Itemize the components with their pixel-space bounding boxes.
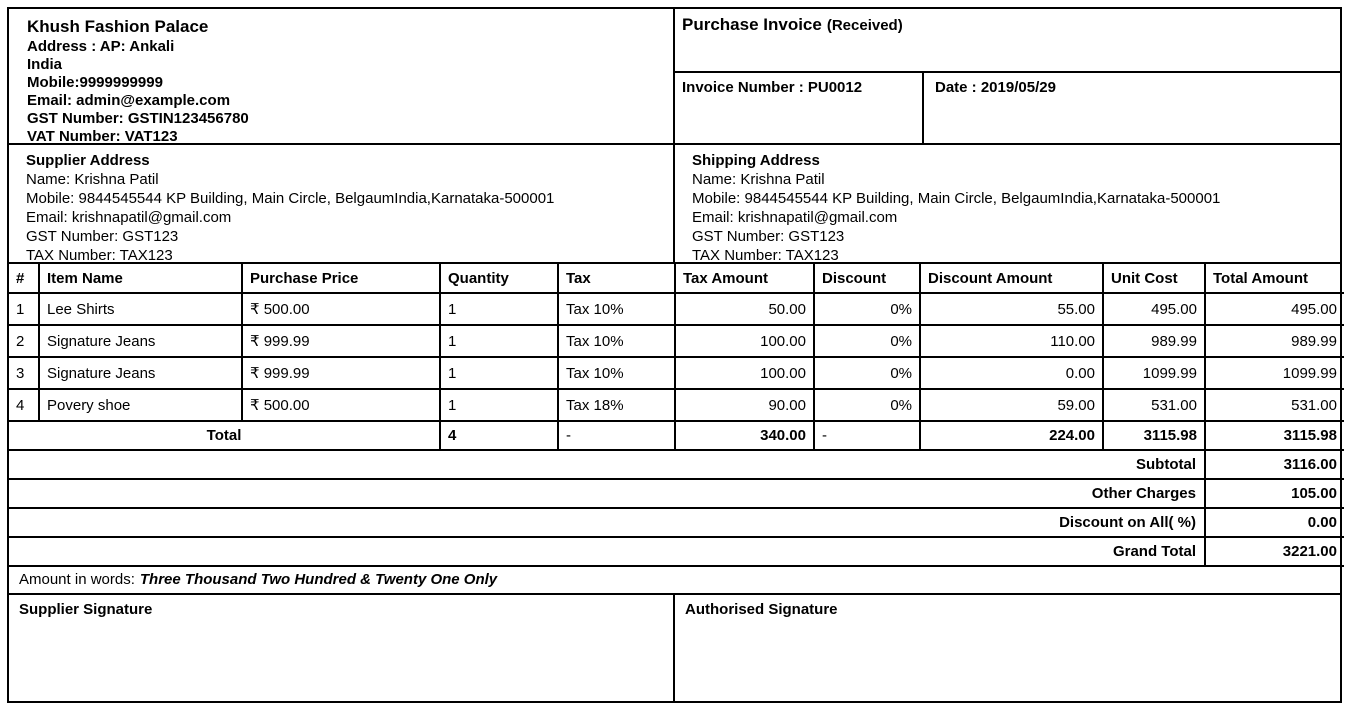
supplier-address-block — [9, 145, 675, 262]
item-tax: Tax 10% — [558, 293, 675, 325]
item-tax: Tax 18% — [558, 389, 675, 421]
items-table — [9, 264, 1344, 567]
item-name: Lee Shirts — [39, 293, 242, 325]
item-row — [9, 389, 1344, 421]
item-row — [9, 293, 1344, 325]
summary-row-discount-on-all — [9, 508, 1344, 537]
header-tax-amount: Tax Amount — [675, 264, 814, 293]
item-discount-amount: 0.00 — [920, 357, 1103, 389]
item-total-amount: 531.00 — [1205, 389, 1344, 421]
items-total-row — [9, 421, 1344, 450]
total-unit-cost: 3115.98 — [1103, 421, 1205, 450]
shipping-address-block — [675, 145, 1340, 262]
total-tax-amount: 340.00 — [675, 421, 814, 450]
total-total-amount: 3115.98 — [1205, 421, 1344, 450]
item-purchase-price: ₹ 500.00 — [242, 293, 440, 325]
discount-on-all-value: 0.00 — [1205, 508, 1344, 537]
amount-in-words-label: Amount in words: — [19, 571, 135, 588]
invoice-title-suffix: (Received) — [826, 17, 903, 34]
other-charges-value: 105.00 — [1205, 479, 1344, 508]
header-quantity: Quantity — [440, 264, 558, 293]
supplier-name-line: Name: Krishna Patil — [26, 171, 159, 188]
other-charges-label: Other Charges — [9, 479, 1205, 508]
purchase-invoice-document — [7, 7, 1342, 703]
invoice-meta-row — [675, 73, 1340, 143]
supplier-signature-label: Supplier Signature — [19, 601, 153, 618]
item-unit-cost: 495.00 — [1103, 293, 1205, 325]
item-discount-amount: 110.00 — [920, 325, 1103, 357]
company-country-line: India — [27, 56, 63, 73]
item-unit-cost: 989.99 — [1103, 325, 1205, 357]
company-address-line: Address : AP: Ankali — [27, 38, 175, 55]
supplier-mobile-line: Mobile: 9844545544 KP Building, Main Circle, BelgaumIndia,Karnataka-500001 — [26, 190, 555, 207]
amount-in-words-value: Three Thousand Two Hundred & Twenty One Only — [139, 571, 498, 588]
item-name: Signature Jeans — [39, 357, 242, 389]
subtotal-value: 3116.00 — [1205, 450, 1344, 479]
item-purchase-price: ₹ 500.00 — [242, 389, 440, 421]
header-purchase-price: Purchase Price — [242, 264, 440, 293]
discount-on-all-label: Discount on All( %) — [9, 508, 1205, 537]
item-purchase-price: ₹ 999.99 — [242, 325, 440, 357]
shipping-mobile-line: Mobile: 9844545544 KP Building, Main Circle, BelgaumIndia,Karnataka-500001 — [692, 190, 1221, 207]
item-name: Povery shoe — [39, 389, 242, 421]
header-discount-amount: Discount Amount — [920, 264, 1103, 293]
invoice-title — [675, 9, 1340, 73]
header-total-amount: Total Amount — [1205, 264, 1344, 293]
header-tax: Tax — [558, 264, 675, 293]
item-discount: 0% — [814, 357, 920, 389]
invoice-date: Date : 2019/05/29 — [935, 79, 1056, 96]
signature-section — [9, 595, 1340, 701]
summary-row-grand-total — [9, 537, 1344, 566]
item-discount: 0% — [814, 325, 920, 357]
amount-in-words-row — [9, 567, 1340, 595]
supplier-signature-box — [9, 595, 675, 701]
invoice-number: Invoice Number : PU0012 — [675, 73, 924, 143]
grand-total-label: Grand Total — [9, 537, 1205, 566]
item-total-amount: 1099.99 — [1205, 357, 1344, 389]
company-vat-line: VAT Number: VAT123 — [27, 128, 178, 145]
company-email-line: Email: admin@example.com — [27, 92, 231, 109]
item-discount: 0% — [814, 293, 920, 325]
summary-row-subtotal — [9, 450, 1344, 479]
address-section — [9, 145, 1340, 264]
item-total-amount: 989.99 — [1205, 325, 1344, 357]
item-index: 3 — [9, 357, 39, 389]
header-unit-cost: Unit Cost — [1103, 264, 1205, 293]
supplier-email-line: Email: krishnapatil@gmail.com — [26, 209, 232, 226]
grand-total-value: 3221.00 — [1205, 537, 1344, 566]
item-tax-amount: 90.00 — [675, 389, 814, 421]
subtotal-label: Subtotal — [9, 450, 1205, 479]
item-tax: Tax 10% — [558, 325, 675, 357]
header-discount: Discount — [814, 264, 920, 293]
item-tax-amount: 50.00 — [675, 293, 814, 325]
company-info-block — [9, 9, 675, 143]
header-item-name: Item Name — [39, 264, 242, 293]
shipping-gst-line: GST Number: GST123 — [692, 228, 845, 245]
shipping-tax-line: TAX Number: TAX123 — [692, 247, 839, 264]
authorised-signature-box — [675, 595, 1340, 701]
company-mobile-line: Mobile:9999999999 — [27, 74, 163, 91]
item-row — [9, 325, 1344, 357]
total-tax: - — [558, 421, 675, 450]
item-row — [9, 357, 1344, 389]
item-name: Signature Jeans — [39, 325, 242, 357]
item-discount-amount: 59.00 — [920, 389, 1103, 421]
total-label: Total — [9, 421, 440, 450]
item-quantity: 1 — [440, 357, 558, 389]
company-gst-line: GST Number: GSTIN123456780 — [27, 110, 249, 127]
invoice-title-text: Purchase Invoice — [682, 15, 822, 34]
total-quantity: 4 — [440, 421, 558, 450]
item-quantity: 1 — [440, 325, 558, 357]
summary-row-other-charges — [9, 479, 1344, 508]
item-index: 1 — [9, 293, 39, 325]
items-table-header-row — [9, 264, 1344, 293]
header-index: # — [9, 264, 39, 293]
authorised-signature-label: Authorised Signature — [685, 601, 838, 618]
item-tax-amount: 100.00 — [675, 325, 814, 357]
item-tax: Tax 10% — [558, 357, 675, 389]
total-discount-amount: 224.00 — [920, 421, 1103, 450]
item-index: 4 — [9, 389, 39, 421]
item-index: 2 — [9, 325, 39, 357]
total-discount: - — [814, 421, 920, 450]
invoice-header-section — [9, 9, 1340, 145]
item-unit-cost: 1099.99 — [1103, 357, 1205, 389]
invoice-meta-panel — [675, 9, 1340, 143]
supplier-gst-line: GST Number: GST123 — [26, 228, 179, 245]
item-quantity: 1 — [440, 293, 558, 325]
shipping-address-heading: Shipping Address — [692, 152, 820, 169]
item-tax-amount: 100.00 — [675, 357, 814, 389]
shipping-email-line: Email: krishnapatil@gmail.com — [692, 209, 898, 226]
item-total-amount: 495.00 — [1205, 293, 1344, 325]
item-unit-cost: 531.00 — [1103, 389, 1205, 421]
company-name: Khush Fashion Palace — [27, 17, 209, 36]
supplier-tax-line: TAX Number: TAX123 — [26, 247, 173, 264]
item-discount: 0% — [814, 389, 920, 421]
item-quantity: 1 — [440, 389, 558, 421]
shipping-name-line: Name: Krishna Patil — [692, 171, 825, 188]
supplier-address-heading: Supplier Address — [26, 152, 150, 169]
item-purchase-price: ₹ 999.99 — [242, 357, 440, 389]
item-discount-amount: 55.00 — [920, 293, 1103, 325]
